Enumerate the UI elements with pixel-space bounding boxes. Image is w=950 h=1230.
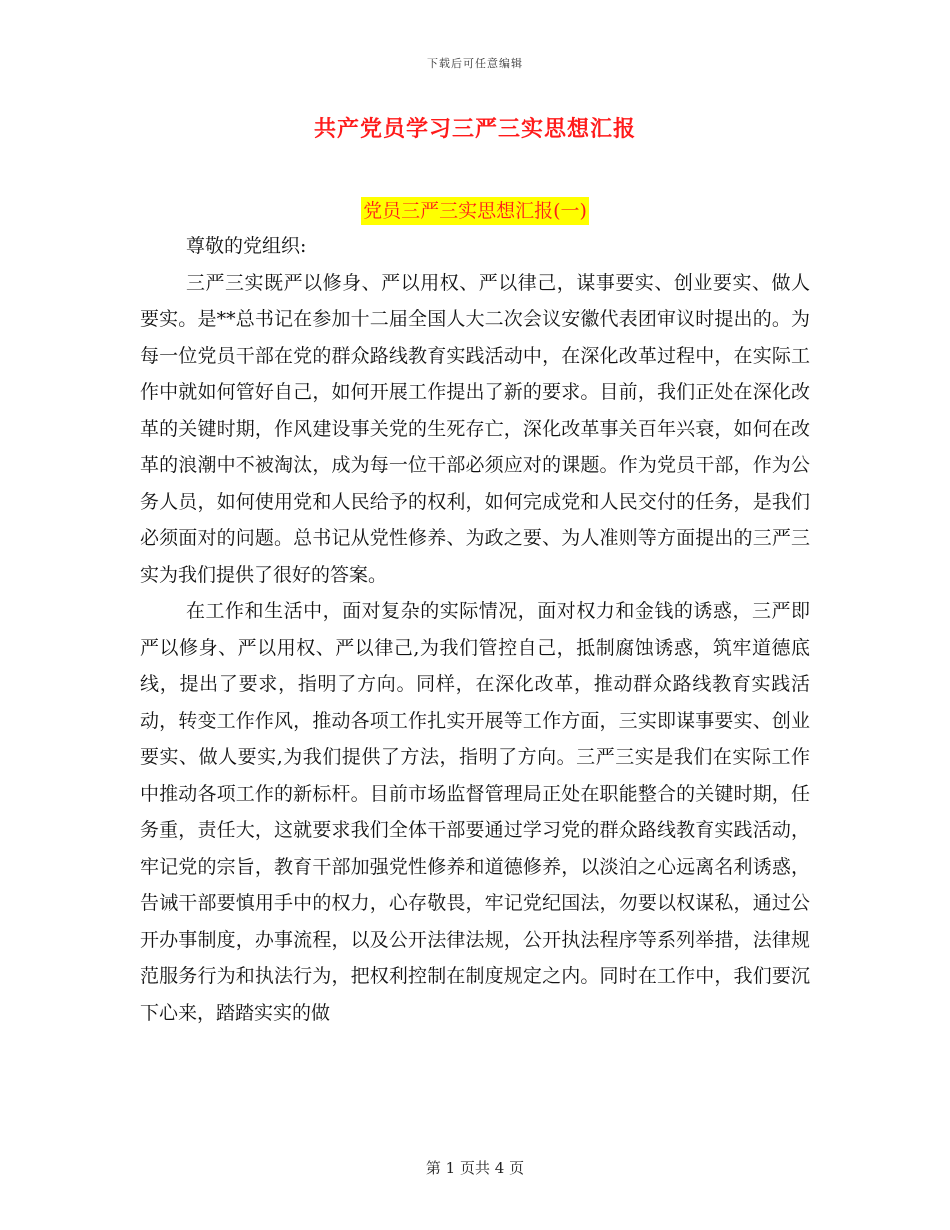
document-title: 共产党员学习三严三实思想汇报 bbox=[313, 116, 636, 142]
page-number-footer: 第 1 页共 4 页 bbox=[425, 1159, 525, 1177]
document-body bbox=[140, 228, 810, 1031]
body-paragraph-2: 在工作和生活中，面对复杂的实际情况，面对权力和金钱的诱惑，三严即严以修身、严以用权、严以律己,为我们管控自己，抵制腐蚀诱惑，筑牢道德底线，提出了要求，指明了方向。同样，在深化改革，推动群众路线教育实践活动，转变工作作风，推动各项工作扎实开展等工作方面，三实即谋事要实、创业要实、做人要实,为我们提供了方法，指明了方向。三严三实是我们在实际工作中推动各项工作的新标杆。目前市场监督管理局正处在职能整合的关键时期，任务重，责任大，这就要求我们全体干部要通过学习党的群众路线教育实践活动，牢记党的宗旨，教育干部加强党性修养和道德修养，以淡泊之心远离名利诱惑，告诫干部要慎用手中的权力，心存敬畏，牢记党纪国法，勿要以权谋私，通过公开办事制度，办事流程，以及公开法律法规，公开执法程序等系列举措，法律规范服务行为和执法行为，把权利控制在制度规定之内。同时在工作中，我们要沉下心来，踏踏实实的做 bbox=[140, 600, 810, 1024]
salutation: 尊敬的党组织: bbox=[186, 235, 307, 257]
section-title: 党员三严三实思想汇报(一) bbox=[361, 197, 589, 225]
header-note: 下载后可任意编辑 bbox=[427, 57, 523, 70]
section-title-container bbox=[0, 197, 950, 225]
body-paragraph-1: 三严三实既严以修身、严以用权、严以律己，谋事要实、创业要实、做人要实。是**总书记在参加十二届全国人大二次会议安徽代表团审议时提出的。为每一位党员干部在党的群众路线教育实践活动中，在深化改革过程中，在实际工作中就如何管好自己，如何开展工作提出了新的要求。目前，我们正处在深化改革的关键时期，作风建设事关党的生死存亡，深化改革事关百年兴衰，如何在改革的浪潮中不被淘汰，成为每一位干部必须应对的课题。作为党员干部，作为公务人员，如何使用党和人民给予的权利，如何完成党和人民交付的任务，是我们必须面对的问题。总书记从党性修养、为政之要、为人准则等方面提出的三严三实为我们提供了很好的答案。 bbox=[140, 271, 810, 586]
